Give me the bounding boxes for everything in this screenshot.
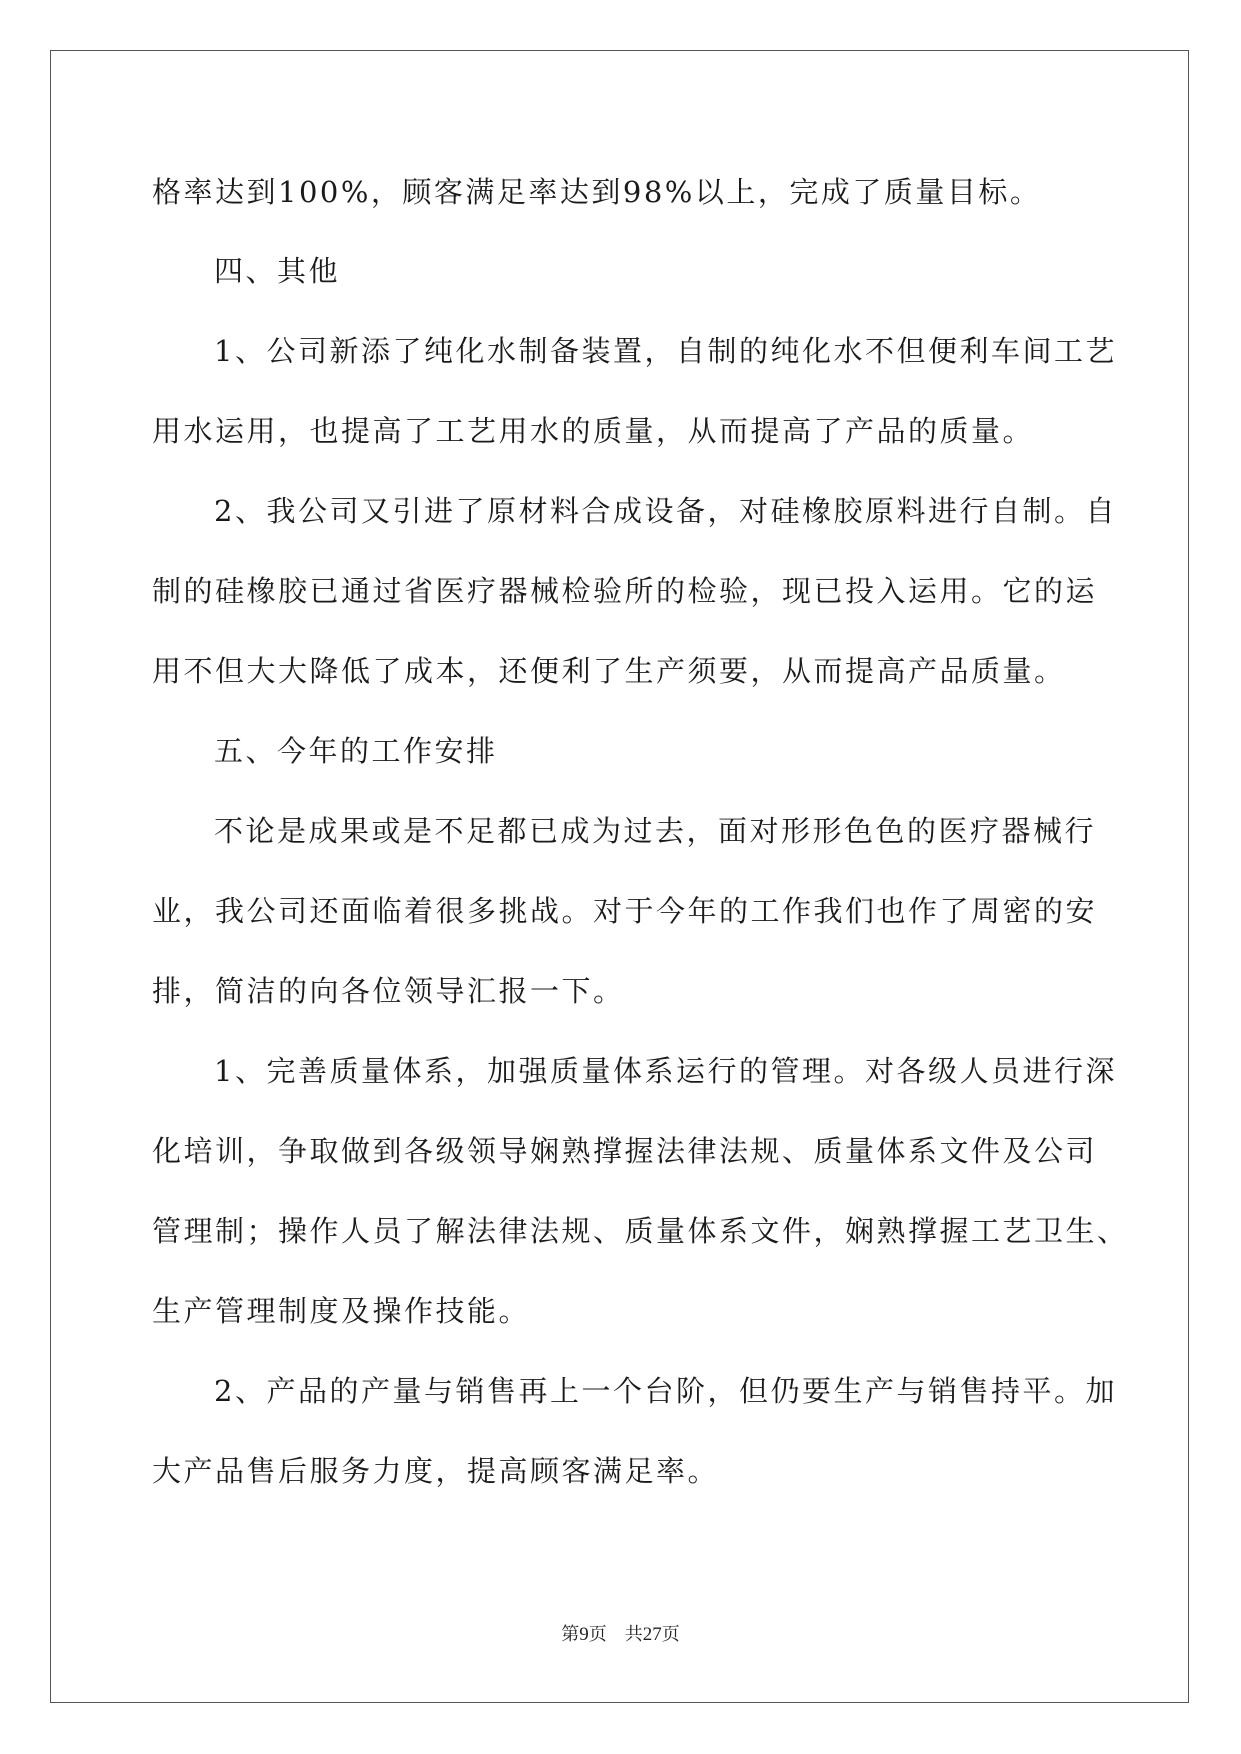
body-text-line: 管理制；操作人员了解法律法规、质量体系文件，娴熟撑握工艺卫生、 bbox=[152, 1214, 1129, 1248]
page-footer bbox=[0, 1622, 1241, 1647]
total-pages: 27 bbox=[642, 1624, 662, 1645]
page-suffix: 页 bbox=[588, 1624, 607, 1644]
body-text-line: 排，简洁的向各位领导汇报一下。 bbox=[152, 974, 625, 1008]
section-heading: 四、其他 bbox=[214, 254, 341, 288]
total-prefix: 共 bbox=[624, 1624, 643, 1644]
section-heading: 五、今年的工作安排 bbox=[214, 734, 498, 768]
body-text-line: 1、公司新添了纯化水制备装置，自制的纯化水不但便利车间工艺 bbox=[214, 334, 1117, 368]
total-suffix: 页 bbox=[661, 1624, 680, 1644]
body-text-line: 用不但大大降低了成本，还便利了生产须要，从而提高产品质量。 bbox=[152, 654, 1066, 688]
body-text-line: 不论是成果或是不足都已成为过去，面对形形色色的医疗器械行 bbox=[214, 814, 1097, 848]
body-text-line: 大产品售后服务力度，提高顾客满足率。 bbox=[152, 1454, 720, 1488]
body-text-line: 制的硅橡胶已通过省医疗器械检验所的检验，现已投入运用。它的运 bbox=[152, 574, 1098, 608]
body-text-line: 格率达到100%，顾客满足率达到98%以上，完成了质量目标。 bbox=[152, 175, 1042, 209]
body-text-line: 1、完善质量体系，加强质量体系运行的管理。对各级人员进行深 bbox=[214, 1054, 1117, 1088]
body-text-line: 用水运用，也提高了工艺用水的质量，从而提高了产品的质量。 bbox=[152, 414, 1035, 448]
page-prefix: 第 bbox=[561, 1624, 580, 1644]
body-text-line: 2、产品的产量与销售再上一个台阶，但仍要生产与销售持平。加 bbox=[214, 1374, 1117, 1408]
body-text-line: 业，我公司还面临着很多挑战。对于今年的工作我们也作了周密的安 bbox=[152, 894, 1098, 928]
page-number: 9 bbox=[579, 1624, 589, 1645]
body-text-line: 化培训，争取做到各级领导娴熟撑握法律法规、质量体系文件及公司 bbox=[152, 1134, 1098, 1168]
body-text-line: 2、我公司又引进了原材料合成设备，对硅橡胶原料进行自制。自 bbox=[214, 494, 1117, 528]
body-text-line: 生产管理制度及操作技能。 bbox=[152, 1294, 531, 1328]
